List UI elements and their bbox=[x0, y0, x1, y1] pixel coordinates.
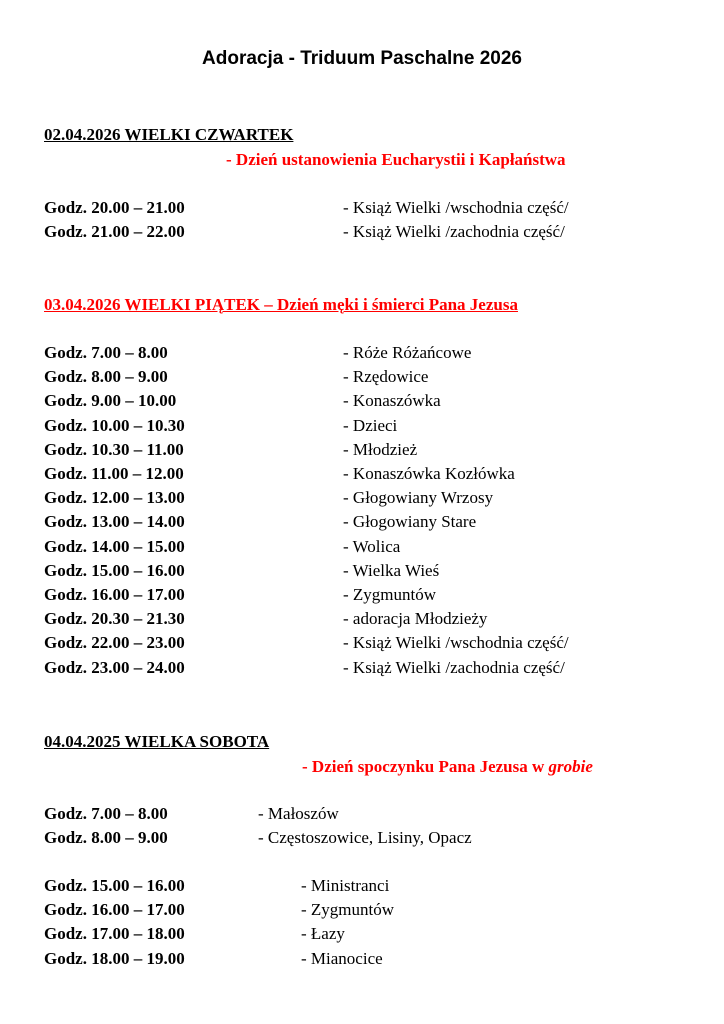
schedule-time: Godz. 13.00 – 14.00 bbox=[44, 512, 185, 532]
schedule-place: - Głogowiany Wrzosy bbox=[343, 488, 494, 508]
friday-heading bbox=[44, 295, 518, 315]
schedule-time: Godz. 8.00 – 9.00 bbox=[44, 367, 168, 387]
schedule-place: - Małoszów bbox=[258, 804, 339, 823]
schedule-place: - Łazy bbox=[301, 924, 345, 944]
schedule-place: - adoracja Młodzieży bbox=[343, 609, 488, 629]
schedule-place: - Konaszówka bbox=[343, 391, 441, 411]
saturday-subtitle bbox=[302, 757, 593, 777]
schedule-time: Godz. 15.00 – 16.00 bbox=[44, 560, 185, 580]
schedule-place: - Zygmuntów bbox=[343, 585, 437, 604]
schedule-place: - Książ Wielki /zachodnia część/ bbox=[343, 222, 565, 242]
schedule-place: - Wolica bbox=[343, 536, 401, 556]
schedule-time: Godz. 20.30 – 21.30 bbox=[44, 609, 185, 629]
schedule-place: - Książ Wielki /wschodnia część/ bbox=[343, 633, 569, 653]
schedule-place: - Częstoszowice, Lisiny, Opacz bbox=[258, 828, 472, 848]
schedule-time: Godz. 22.00 – 23.00 bbox=[44, 633, 185, 653]
schedule-place: - Zygmuntów bbox=[301, 900, 395, 920]
schedule-time: Godz. 20.00 – 21.00 bbox=[44, 198, 185, 217]
thursday-heading: 02.04.2026 WIELKI CZWARTEK bbox=[44, 125, 294, 144]
schedule-place: - Konaszówka Kozłówka bbox=[343, 464, 515, 483]
schedule-time: Godz. 16.00 – 17.00 bbox=[44, 585, 185, 604]
schedule-place: - Ministranci bbox=[301, 876, 390, 895]
schedule-place: - Dzieci bbox=[343, 415, 398, 435]
schedule-place: - Książ Wielki /wschodnia część/ bbox=[343, 198, 569, 217]
saturday-heading: 04.04.2025 WIELKA SOBOTA bbox=[44, 732, 270, 751]
schedule-time: Godz. 7.00 – 8.00 bbox=[44, 804, 168, 823]
schedule-time: Godz. 7.00 – 8.00 bbox=[44, 343, 168, 362]
schedule-time: Godz. 16.00 – 17.00 bbox=[44, 900, 185, 920]
thursday-subtitle: - Dzień ustanowienia Eucharystii i Kapłaństwa bbox=[226, 150, 566, 169]
schedule-place: - Rzędowice bbox=[343, 367, 429, 387]
saturday-subtitle-italic: grobie bbox=[548, 757, 593, 776]
schedule-time: Godz. 23.00 – 24.00 bbox=[44, 657, 185, 677]
schedule-time: Godz. 11.00 – 12.00 bbox=[44, 464, 184, 483]
friday-heading-date: 03.04.2026 WIELKI PIĄTEK bbox=[44, 295, 261, 314]
schedule-time: Godz. 12.00 – 13.00 bbox=[44, 488, 185, 508]
schedule-time: Godz. 10.30 – 11.00 bbox=[44, 439, 184, 459]
friday-subtitle: – Dzień męki i śmierci Pana Jezusa bbox=[260, 295, 518, 314]
schedule-time: Godz. 14.00 – 15.00 bbox=[44, 536, 185, 556]
schedule-time: Godz. 8.00 – 9.00 bbox=[44, 828, 168, 848]
page-title: Adoracja - Triduum Paschalne 2026 bbox=[202, 48, 522, 69]
schedule-time: Godz. 9.00 – 10.00 bbox=[44, 391, 177, 411]
schedule-time: Godz. 10.00 – 10.30 bbox=[44, 415, 185, 435]
schedule-time: Godz. 18.00 – 19.00 bbox=[44, 948, 185, 968]
schedule-time: Godz. 21.00 – 22.00 bbox=[44, 222, 185, 242]
schedule-time: Godz. 15.00 – 16.00 bbox=[44, 876, 185, 895]
schedule-place: - Głogowiany Stare bbox=[343, 512, 477, 532]
schedule-place: - Wielka Wieś bbox=[343, 560, 440, 580]
schedule-place: - Mianocice bbox=[301, 948, 383, 968]
schedule-time: Godz. 17.00 – 18.00 bbox=[44, 924, 185, 944]
schedule-place: - Młodzież bbox=[343, 439, 418, 459]
schedule-place: - Róże Różańcowe bbox=[343, 343, 472, 362]
saturday-subtitle-main: - Dzień spoczynku Pana Jezusa w bbox=[302, 757, 549, 776]
schedule-place: - Książ Wielki /zachodnia część/ bbox=[343, 657, 565, 677]
